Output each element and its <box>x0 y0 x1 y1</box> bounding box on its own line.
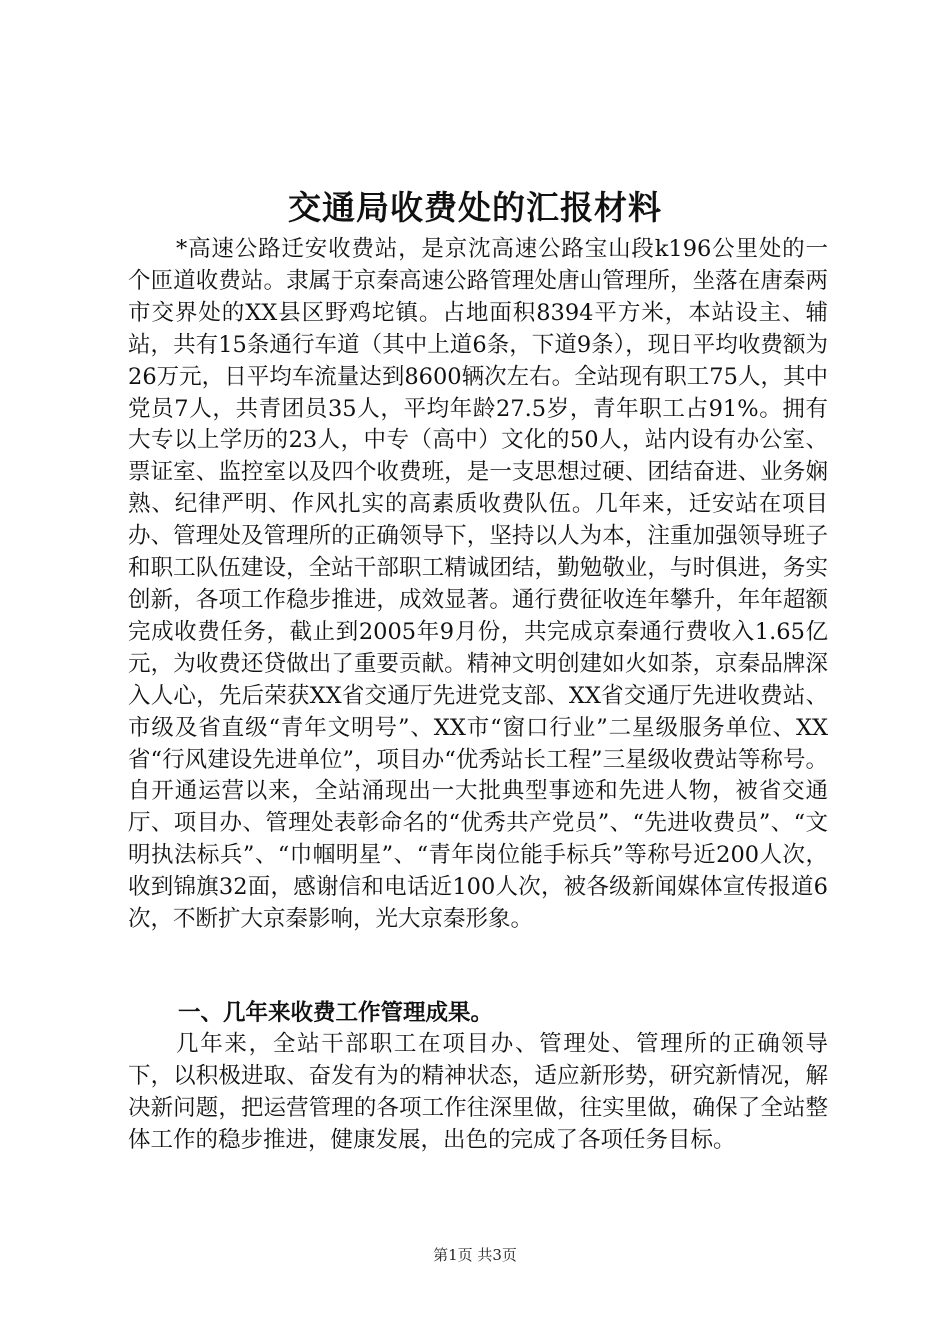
section-heading: 一、几年来收费工作管理成果。 <box>178 1000 494 1026</box>
body-paragraph-achievements: 几年来，全站干部职工在项目办、管理处、管理所的正确领导下，以积极进取、奋发有为的精神状态，适应新形势，研究新情况，解决新问题，把运营管理的各项工作往深里做，往实里做，确保了全站整体工作的稳步推进，健康发展，出色的完成了各项任务目标。 <box>128 1031 828 1153</box>
body-paragraph-intro: *高速公路迁安收费站，是京沈高速公路宝山段k196公里处的一个匝道收费站。隶属于京秦高速公路管理处唐山管理所，坐落在唐秦两市交界处的XX县区野鸡坨镇。占地面积8394平方米，本站设主、辅站，共有15条通行车道（其中上道6条，下道9条），现日平均收费额为26万元，日平均车流量达到8600辆次左右。全站现有职工75人，其中党员7人，共青团员35人，平均年龄27.5岁，青年职工占91%。拥有大专以上学历的23人，中专（高中）文化的50人，站内设有办公室、票证室、监控室以及四个收费班，是一支思想过硬、团结奋进、业务娴熟、纪律严明、作风扎实的高素质收费队伍。几年来，迁安站在项目办、管理处及管理所的正确领导下，坚持以人为本，注重加强领导班子和职工队伍建设，全站干部职工精诚团结，勤勉敬业，与时俱进，务实创新，各项工作稳步推进，成效显著。通行费征收连年攀升，年年超额完成收费任务，截止到2005年9月份，共完成京秦通行费收入1.65亿元，为收费还贷做出了重要贡献。精神文明创建如火如荼，京秦品牌深入人心，先后荣获XX省交通厅先进党支部、XX省交通厅先进收费站、市级及省直级“青年文明号”、XX市“窗口行业”二星级服务单位、XX省“行风建设先进单位”，项目办“优秀站长工程”三星级收费站等称号。自开通运营以来，全站涌现出一大批典型事迹和先进人物，被省交通厅、项目办、管理处表彰命名的“优秀共产党员”、“先进收费员”、“文明执法标兵”、“巾帼明星”、“青年岗位能手标兵”等称号近200人次，收到锦旗32面，感谢信和电话近100人次，被各级新闻媒体宣传报道6次，不断扩大京秦影响，光大京秦形象。 <box>128 236 828 933</box>
document-title: 交通局收费处的汇报材料 <box>288 188 662 227</box>
page-footer: 第1页 共3页 <box>433 1246 517 1264</box>
